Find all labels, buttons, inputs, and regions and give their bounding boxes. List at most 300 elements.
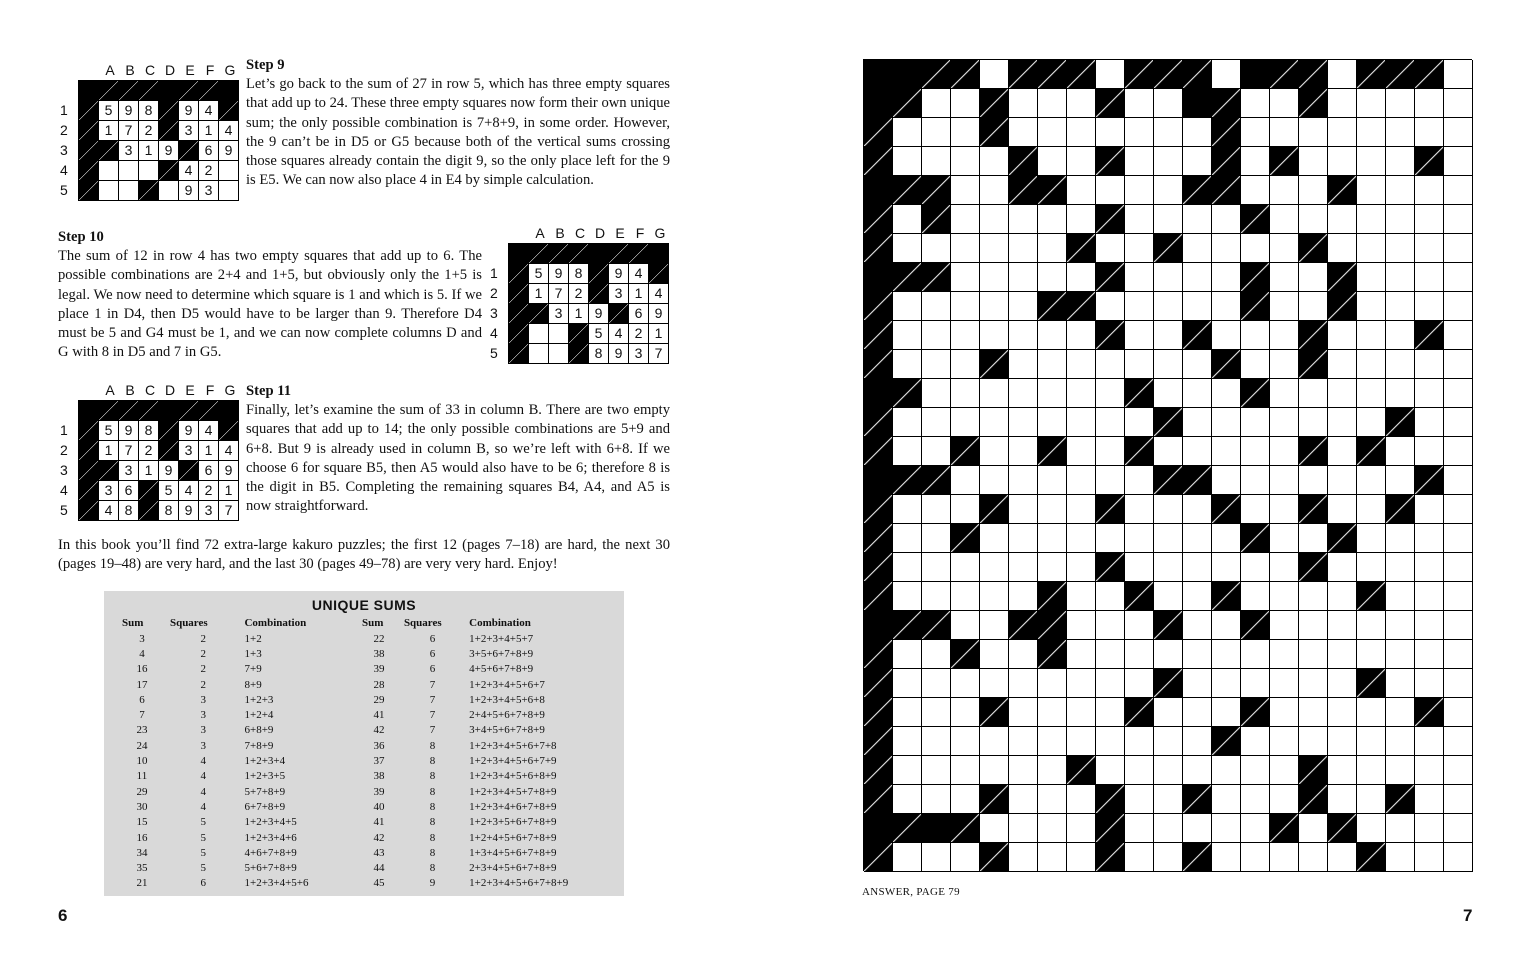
block-cell — [159, 81, 179, 101]
empty-cell — [1241, 843, 1270, 872]
empty-cell — [1212, 698, 1241, 727]
row-numbers — [60, 400, 68, 520]
empty-cell — [1328, 611, 1357, 640]
empty-cell — [1183, 814, 1212, 843]
empty-cell — [1067, 640, 1096, 669]
empty-cell — [1299, 466, 1328, 495]
clue-cell — [1183, 176, 1212, 205]
column-letter: D — [594, 225, 606, 241]
empty-cell — [1328, 437, 1357, 466]
clue-cell — [980, 495, 1009, 524]
table-cell: 30 — [136, 800, 148, 813]
clue-cell — [1067, 60, 1096, 89]
clue-cell — [1328, 524, 1357, 553]
clue-cell — [922, 611, 951, 640]
clue-cell — [589, 284, 609, 304]
empty-cell — [1154, 379, 1183, 408]
empty-cell — [1154, 524, 1183, 553]
empty-cell — [980, 234, 1009, 263]
clue-cell — [179, 461, 199, 481]
row-number: 2 — [490, 285, 498, 301]
clue-cell — [1125, 379, 1154, 408]
empty-cell — [922, 350, 951, 379]
clue-cell — [509, 284, 529, 304]
empty-cell — [1154, 263, 1183, 292]
table-row — [118, 692, 358, 707]
empty-cell — [1415, 437, 1444, 466]
clue-cell — [1357, 669, 1386, 698]
block-cell — [864, 379, 893, 408]
empty-cell — [1299, 176, 1328, 205]
row-number: 2 — [60, 442, 68, 458]
digit-cell: 9 — [179, 421, 199, 441]
empty-cell — [1009, 350, 1038, 379]
table-cell: 22 — [373, 632, 385, 645]
empty-cell — [1154, 814, 1183, 843]
clue-cell — [1357, 843, 1386, 872]
empty-cell — [1328, 147, 1357, 176]
empty-cell — [1270, 727, 1299, 756]
empty-cell — [1444, 698, 1473, 727]
clue-cell — [1386, 408, 1415, 437]
empty-cell — [1067, 524, 1096, 553]
clue-cell — [1125, 582, 1154, 611]
digit-cell: 9 — [219, 461, 239, 481]
table-cell: 37 — [373, 755, 385, 768]
empty-cell — [1125, 118, 1154, 147]
table-cell: 1+2+4+5+6+7+8+9 — [469, 831, 557, 844]
empty-cell — [1154, 843, 1183, 872]
empty-cell — [1212, 843, 1241, 872]
table-cell: 7 — [429, 693, 436, 706]
clue-cell — [1096, 843, 1125, 872]
empty-cell — [1415, 176, 1444, 205]
clue-cell — [1415, 466, 1444, 495]
empty-cell — [893, 205, 922, 234]
table-cell: 8 — [429, 816, 436, 829]
empty-cell — [922, 553, 951, 582]
clue-cell — [1241, 263, 1270, 292]
column-letter: C — [144, 62, 156, 78]
clue-cell — [589, 264, 609, 284]
empty-cell — [893, 292, 922, 321]
empty-cell — [922, 756, 951, 785]
empty-cell — [1183, 611, 1212, 640]
empty-cell — [1270, 524, 1299, 553]
clue-cell — [864, 118, 893, 147]
clue-cell — [159, 161, 179, 181]
empty-cell — [922, 234, 951, 263]
clue-cell — [951, 60, 980, 89]
clue-cell — [529, 244, 549, 264]
empty-cell — [980, 379, 1009, 408]
empty-cell — [1386, 176, 1415, 205]
empty-cell — [951, 611, 980, 640]
clue-cell — [1154, 408, 1183, 437]
clue-cell — [1096, 814, 1125, 843]
empty-cell — [1125, 234, 1154, 263]
mini-grid — [78, 400, 239, 521]
empty-cell — [951, 321, 980, 350]
block-cell — [864, 89, 893, 118]
mini-grid — [508, 243, 669, 364]
digit-cell: 2 — [199, 161, 219, 181]
digit-cell: 5 — [159, 481, 179, 501]
digit-cell: 9 — [589, 304, 609, 324]
empty-cell — [1386, 118, 1415, 147]
table-row — [118, 845, 358, 860]
empty-cell — [1357, 756, 1386, 785]
empty-cell — [1270, 321, 1299, 350]
table-row — [358, 692, 618, 707]
digit-cell: 1 — [219, 481, 239, 501]
empty-cell — [1096, 611, 1125, 640]
digit-cell: 2 — [139, 441, 159, 461]
empty-cell — [1212, 611, 1241, 640]
clue-cell — [1009, 60, 1038, 89]
empty-cell — [1154, 495, 1183, 524]
empty-cell — [1067, 176, 1096, 205]
empty-cell — [1096, 524, 1125, 553]
clue-cell — [119, 401, 139, 421]
clue-cell — [219, 421, 239, 441]
empty-cell — [1183, 379, 1212, 408]
empty-cell — [1444, 756, 1473, 785]
empty-cell — [1009, 263, 1038, 292]
table-cell: 2 — [200, 663, 206, 676]
clue-cell — [1241, 379, 1270, 408]
digit-cell: 1 — [99, 441, 119, 461]
empty-cell — [893, 553, 922, 582]
empty-cell — [1328, 118, 1357, 147]
empty-cell — [1009, 582, 1038, 611]
clue-cell — [980, 698, 1009, 727]
step10-grid — [490, 225, 669, 364]
table-cell: 7 — [429, 724, 436, 737]
empty-cell — [1096, 437, 1125, 466]
table-row — [118, 723, 358, 738]
empty-cell — [980, 814, 1009, 843]
empty-cell — [1241, 785, 1270, 814]
table-cell: 3 — [200, 724, 206, 737]
table-cell: 6 — [429, 647, 436, 660]
empty-cell — [1328, 640, 1357, 669]
col-sum: Sum — [122, 617, 144, 629]
empty-cell — [1415, 118, 1444, 147]
digit-cell: 9 — [219, 141, 239, 161]
empty-cell — [922, 727, 951, 756]
clue-cell — [951, 814, 980, 843]
empty-cell — [980, 640, 1009, 669]
empty-cell — [1444, 89, 1473, 118]
digit-cell: 8 — [139, 421, 159, 441]
clue-cell — [139, 501, 159, 521]
digit-cell — [549, 344, 569, 364]
clue-cell — [980, 89, 1009, 118]
digit-cell: 6 — [629, 304, 649, 324]
empty-cell — [1241, 466, 1270, 495]
empty-cell — [1415, 553, 1444, 582]
empty-cell — [1241, 321, 1270, 350]
table-cell: 42 — [373, 724, 385, 737]
block-cell — [79, 401, 99, 421]
clue-cell — [1154, 466, 1183, 495]
clue-cell — [922, 176, 951, 205]
empty-cell — [1415, 408, 1444, 437]
empty-cell — [1386, 205, 1415, 234]
clue-cell — [1328, 814, 1357, 843]
table-cell: 1+2+4 — [244, 709, 274, 722]
empty-cell — [1357, 321, 1386, 350]
clue-cell — [893, 89, 922, 118]
empty-cell — [922, 640, 951, 669]
table-row — [358, 723, 618, 738]
empty-cell — [1241, 437, 1270, 466]
table-row — [358, 876, 618, 891]
table-cell: 1+2+3+4+5+7+8+9 — [469, 785, 557, 798]
clue-cell — [1299, 437, 1328, 466]
clue-cell — [99, 141, 119, 161]
empty-cell — [1241, 118, 1270, 147]
column-letter: G — [654, 225, 666, 241]
clue-cell — [1125, 698, 1154, 727]
empty-cell — [1299, 524, 1328, 553]
empty-cell — [1357, 640, 1386, 669]
empty-cell — [1299, 698, 1328, 727]
column-letter: A — [105, 62, 115, 78]
empty-cell — [1154, 640, 1183, 669]
table-cell: 1+2+3+4+5+6+8 — [469, 693, 545, 706]
digit-cell: 1 — [99, 121, 119, 141]
empty-cell — [1270, 466, 1299, 495]
table-cell: 1+2+3+4+6+7+8+9 — [469, 800, 557, 813]
empty-cell — [893, 640, 922, 669]
col-combination: Combination — [244, 617, 307, 629]
column-letter: E — [185, 62, 195, 78]
empty-cell — [1270, 292, 1299, 321]
table-cell: 17 — [136, 678, 148, 691]
empty-cell — [980, 292, 1009, 321]
empty-cell — [1125, 176, 1154, 205]
digit-cell: 7 — [219, 501, 239, 521]
clue-cell — [864, 524, 893, 553]
clue-cell — [922, 466, 951, 495]
empty-cell — [1009, 495, 1038, 524]
digit-cell: 4 — [629, 264, 649, 284]
digit-cell: 9 — [549, 264, 569, 284]
empty-cell — [1183, 408, 1212, 437]
empty-cell — [1415, 379, 1444, 408]
empty-cell — [1241, 756, 1270, 785]
empty-cell — [1386, 611, 1415, 640]
empty-cell — [1212, 640, 1241, 669]
digit-cell: 5 — [99, 101, 119, 121]
empty-cell — [1096, 466, 1125, 495]
empty-cell — [1270, 263, 1299, 292]
empty-cell — [922, 669, 951, 698]
empty-cell — [893, 698, 922, 727]
table-row — [358, 845, 618, 860]
clue-cell — [1096, 785, 1125, 814]
empty-cell — [893, 669, 922, 698]
row-numbers — [60, 80, 68, 200]
table-row — [358, 646, 618, 661]
table-row — [118, 631, 358, 646]
digit-cell: 1 — [199, 121, 219, 141]
empty-cell — [1241, 727, 1270, 756]
clue-cell — [922, 263, 951, 292]
empty-cell — [1009, 553, 1038, 582]
empty-cell — [1328, 553, 1357, 582]
empty-cell — [1328, 234, 1357, 263]
empty-cell — [980, 263, 1009, 292]
empty-cell — [1415, 89, 1444, 118]
table-cell: 3+4+5+6+7+8+9 — [469, 724, 545, 737]
digit-cell — [529, 324, 549, 344]
empty-cell — [1096, 350, 1125, 379]
clue-cell — [199, 401, 219, 421]
clue-cell — [1299, 785, 1328, 814]
empty-cell — [1386, 350, 1415, 379]
empty-cell — [1096, 582, 1125, 611]
empty-cell — [1415, 814, 1444, 843]
clue-cell — [1212, 147, 1241, 176]
table-cell: 3 — [200, 739, 206, 752]
empty-cell — [1125, 350, 1154, 379]
table-cell: 1+2+3 — [244, 693, 274, 706]
clue-cell — [922, 205, 951, 234]
clue-cell — [864, 756, 893, 785]
clue-cell — [569, 244, 589, 264]
empty-cell — [893, 118, 922, 147]
empty-cell — [1125, 89, 1154, 118]
digit-cell: 4 — [219, 441, 239, 461]
empty-cell — [980, 669, 1009, 698]
table-cell: 4 — [200, 770, 206, 783]
empty-cell — [1444, 582, 1473, 611]
empty-cell — [1125, 524, 1154, 553]
clue-cell — [1096, 553, 1125, 582]
empty-cell — [1038, 843, 1067, 872]
empty-cell — [922, 321, 951, 350]
empty-cell — [893, 843, 922, 872]
table-cell: 1+2+3+4+5 — [244, 816, 297, 829]
column-letter: F — [205, 382, 215, 398]
empty-cell — [1270, 118, 1299, 147]
empty-cell — [1212, 553, 1241, 582]
clue-cell — [79, 441, 99, 461]
clue-cell — [79, 481, 99, 501]
empty-cell — [1299, 263, 1328, 292]
clue-cell — [1096, 263, 1125, 292]
empty-cell — [1444, 727, 1473, 756]
digit-cell: 3 — [179, 441, 199, 461]
table-row — [118, 799, 358, 814]
step9-title: Step 9 — [246, 57, 285, 73]
unique-sums-left — [118, 615, 358, 891]
clue-cell — [893, 379, 922, 408]
empty-cell — [1444, 814, 1473, 843]
clue-cell — [1183, 321, 1212, 350]
digit-cell: 6 — [199, 461, 219, 481]
digit-cell: 9 — [159, 461, 179, 481]
empty-cell — [1038, 756, 1067, 785]
column-letters — [100, 382, 240, 398]
empty-cell — [1125, 147, 1154, 176]
empty-cell — [1212, 437, 1241, 466]
column-letter: B — [125, 62, 135, 78]
empty-cell — [1386, 147, 1415, 176]
column-letter: C — [574, 225, 586, 241]
table-cell: 44 — [373, 862, 385, 875]
clue-cell — [1415, 321, 1444, 350]
empty-cell — [1183, 669, 1212, 698]
digit-cell: 1 — [199, 441, 219, 461]
empty-cell — [980, 727, 1009, 756]
clue-cell — [79, 181, 99, 201]
empty-cell — [1183, 292, 1212, 321]
empty-cell — [951, 292, 980, 321]
empty-cell — [1299, 611, 1328, 640]
digit-cell — [139, 161, 159, 181]
empty-cell — [951, 147, 980, 176]
table-cell: 7 — [139, 709, 145, 722]
clue-cell — [1125, 437, 1154, 466]
clue-cell — [1386, 60, 1415, 89]
clue-cell — [1154, 234, 1183, 263]
empty-cell — [1154, 147, 1183, 176]
empty-cell — [1328, 785, 1357, 814]
empty-cell — [893, 147, 922, 176]
empty-cell — [951, 205, 980, 234]
empty-cell — [1415, 263, 1444, 292]
empty-cell — [1415, 495, 1444, 524]
block-cell — [864, 814, 893, 843]
empty-cell — [1328, 379, 1357, 408]
digit-cell: 7 — [119, 441, 139, 461]
clue-cell — [1415, 147, 1444, 176]
clue-cell — [864, 292, 893, 321]
empty-cell — [1444, 524, 1473, 553]
empty-cell — [1183, 118, 1212, 147]
empty-cell — [1299, 727, 1328, 756]
table-cell: 2+4+5+6+7+8+9 — [469, 709, 545, 722]
empty-cell — [1009, 292, 1038, 321]
empty-cell — [1125, 756, 1154, 785]
clue-cell — [1241, 611, 1270, 640]
empty-cell — [922, 147, 951, 176]
empty-cell — [1067, 205, 1096, 234]
clue-cell — [864, 408, 893, 437]
column-letter: F — [635, 225, 645, 241]
table-cell: 38 — [373, 770, 385, 783]
empty-cell — [980, 611, 1009, 640]
empty-cell — [1096, 60, 1125, 89]
empty-cell — [1357, 814, 1386, 843]
empty-cell — [1009, 89, 1038, 118]
clue-cell — [99, 81, 119, 101]
clue-cell — [864, 437, 893, 466]
table-cell: 39 — [373, 785, 385, 798]
table-cell: 8+9 — [244, 678, 262, 691]
empty-cell — [1067, 727, 1096, 756]
table-cell: 42 — [373, 831, 385, 844]
empty-cell — [1067, 466, 1096, 495]
table-cell: 6+7+8+9 — [244, 800, 286, 813]
table-cell: 23 — [136, 724, 148, 737]
empty-cell — [1125, 495, 1154, 524]
digit-cell: 4 — [199, 421, 219, 441]
